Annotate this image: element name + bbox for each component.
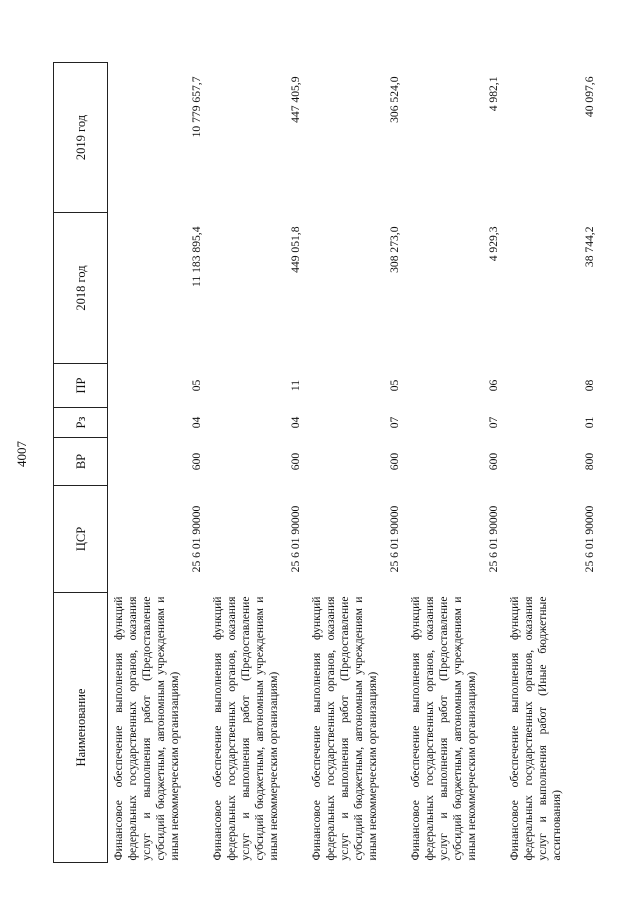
header-year-2018: 2018 год: [54, 213, 108, 364]
header-year-2019: 2019 год: [54, 63, 108, 213]
row-rz: 04: [288, 416, 302, 429]
table-row: [108, 63, 207, 863]
page-number: [8, 442, 36, 466]
row-name: Финансовое обеспечение выполнения функций федеральных государственных органов, оказания услуг и выполнения работ (Предоставление субсидий бюджетным, автономным учреждениям и иным некоммерческим организациям): [408, 596, 478, 861]
row-pr: 05: [189, 379, 203, 392]
row-amount-2019: 4 982,1: [486, 76, 500, 112]
row-amount-2018: 11 183 895,4: [189, 226, 203, 287]
header-name: Наименование: [54, 593, 108, 863]
row-csr: 25 6 01 90000: [582, 505, 596, 573]
budget-table: [53, 62, 600, 863]
row-vr: 600: [387, 452, 401, 471]
row-amount-2019: 40 097,6: [582, 76, 596, 118]
table-row: [405, 63, 504, 863]
row-name: Финансовое обеспечение выполнения функций федеральных государственных органов, оказания услуг и выполнения работ (Предоставление субсидий бюджетным, автономным учреждениям и иным некоммерческим организациям): [309, 596, 379, 861]
row-vr: 800: [582, 452, 596, 471]
row-amount-2019: 447 405,9: [288, 76, 302, 123]
header-vr: ВР: [54, 438, 108, 486]
row-rz: 01: [582, 416, 596, 429]
row-rz: 07: [486, 416, 500, 429]
row-pr: 08: [582, 379, 596, 392]
row-amount-2018: 38 744,2: [582, 226, 596, 268]
row-amount-2018: 449 051,8: [288, 226, 302, 273]
table-row: [207, 63, 306, 863]
row-csr: 25 6 01 90000: [189, 505, 203, 573]
row-pr: 11: [288, 379, 302, 392]
row-csr: 25 6 01 90000: [387, 505, 401, 573]
row-amount-2018: 4 929,3: [486, 226, 500, 262]
row-csr: 25 6 01 90000: [486, 505, 500, 573]
row-amount-2018: 308 273,0: [387, 226, 401, 273]
row-vr: 600: [189, 452, 203, 471]
header-pr: ПР: [54, 364, 108, 408]
row-name: Финансовое обеспечение выполнения функций федеральных государственных органов, оказания услуг и выполнения работ (Предоставление субсидий бюджетным, автономным учреждениям и иным некоммерческим организациям): [112, 596, 181, 861]
table-row: [504, 63, 600, 863]
header-rz: Рз: [54, 408, 108, 438]
row-pr: 06: [486, 379, 500, 392]
row-rz: 07: [387, 416, 401, 429]
row-vr: 600: [486, 452, 500, 471]
row-name: Финансовое обеспечение выполнения функций федеральных государственных органов, оказания услуг и выполнения работ (Предоставление субсидий бюджетным, автономным учреждениям и иным некоммерческим организациям): [210, 596, 280, 861]
header-csr: ЦСР: [54, 486, 108, 593]
row-rz: 04: [189, 416, 203, 429]
row-amount-2019: 10 779 657,7: [189, 76, 203, 138]
row-pr: 05: [387, 379, 401, 392]
row-csr: 25 6 01 90000: [288, 505, 302, 573]
row-vr: 600: [288, 452, 302, 471]
row-name: Финансовое обеспечение выполнения функций федеральных государственных органов, оказания услуг и выполнения работ (Иные бюджетные ассигнования): [507, 596, 563, 861]
table-header-row: [54, 63, 108, 863]
page-number-text: 4007: [14, 441, 29, 467]
table-row: [306, 63, 405, 863]
row-amount-2019: 306 524,0: [387, 76, 401, 123]
rotated-page: [53, 63, 603, 863]
